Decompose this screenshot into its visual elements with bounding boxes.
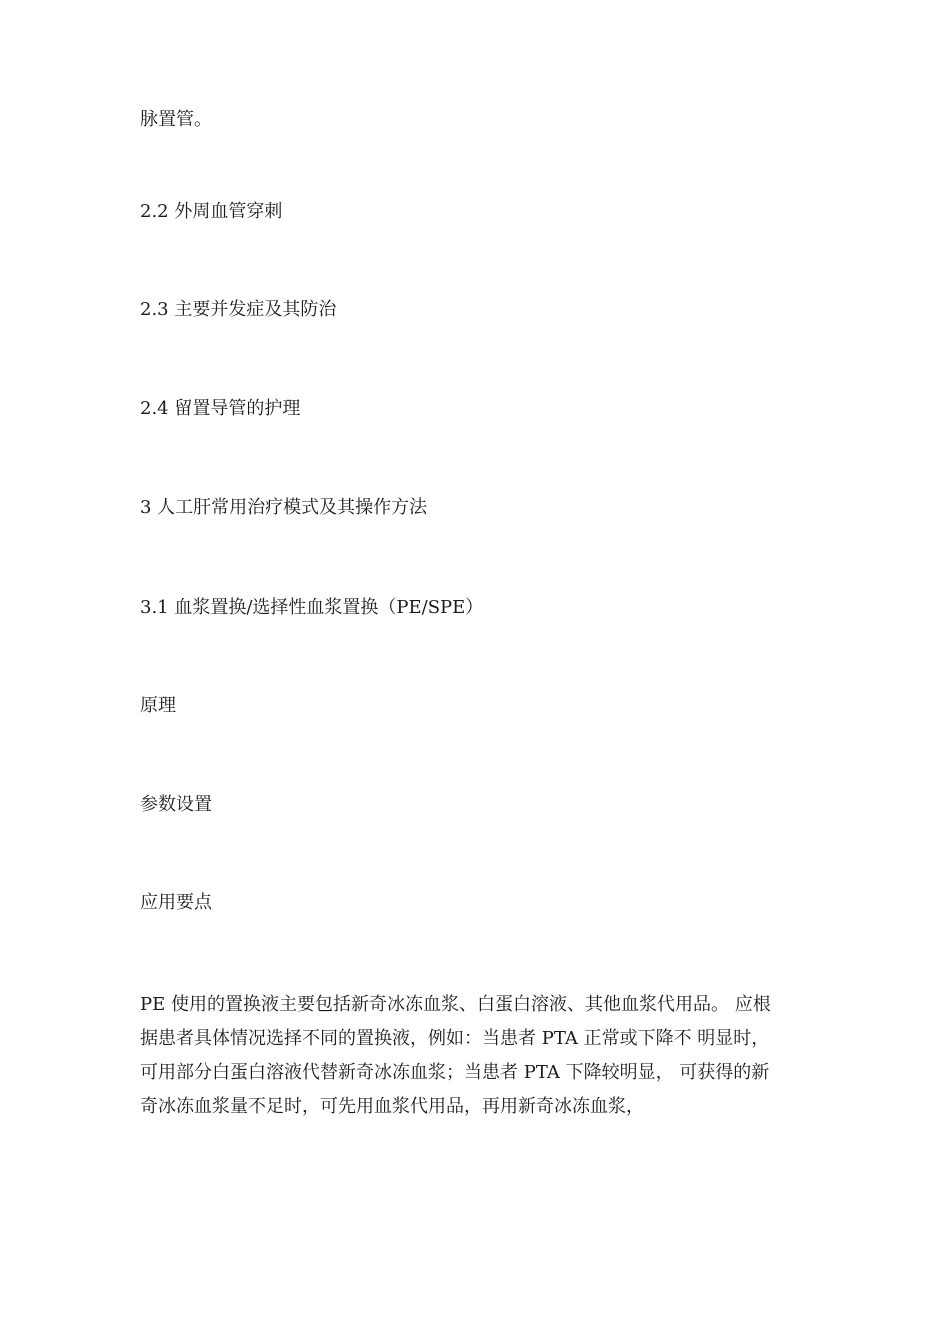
paragraph-line: 据患者具体情况选择不同的置换液，例如：当患者 PTA 正常或下降不 明显时，	[140, 1028, 770, 1049]
heading-2-3: 2.3 主要并发症及其防治	[140, 299, 337, 320]
subheading-parameters: 参数设置	[140, 794, 212, 815]
paragraph-line: 可用部分白蛋白溶液代替新奇冰冻血浆；当患者 PTA 下降较明显， 可获得的新	[140, 1062, 770, 1083]
heading-2-4: 2.4 留置导管的护理	[140, 398, 301, 419]
heading-3-1: 3.1 血浆置换/选择性血浆置换（PE/SPE）	[140, 597, 484, 618]
body-paragraph	[140, 988, 820, 1124]
paragraph-line: 奇冰冻血浆量不足时，可先用血浆代用品，再用新奇冰冻血浆，	[140, 1096, 644, 1117]
subheading-key-points: 应用要点	[140, 892, 212, 913]
heading-3: 3 人工肝常用治疗模式及其操作方法	[140, 497, 428, 518]
heading-2-2: 2.2 外周血管穿刺	[140, 201, 283, 222]
text-line-catheter: 脉置管。	[140, 109, 212, 130]
paragraph-line: PE 使用的置换液主要包括新奇冰冻血浆、白蛋白溶液、其他血浆代用品。 应根	[140, 994, 771, 1015]
subheading-principle: 原理	[140, 695, 176, 716]
